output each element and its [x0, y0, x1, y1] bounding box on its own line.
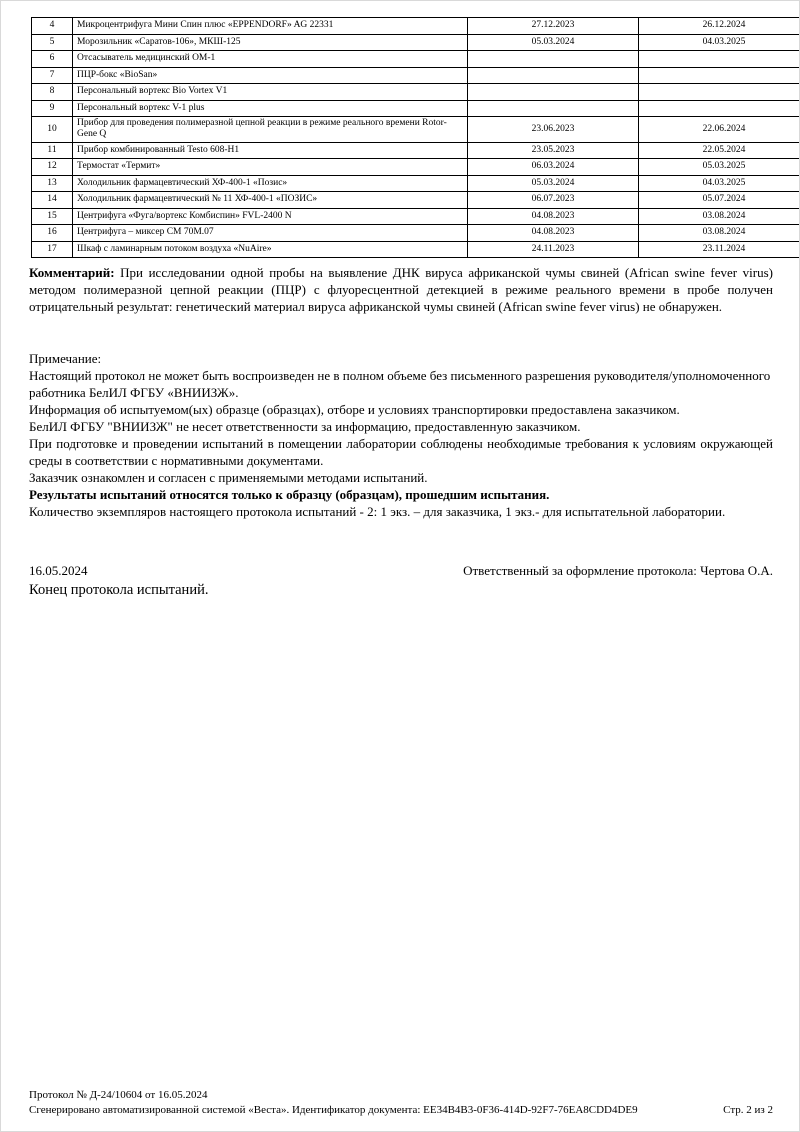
table-row — [32, 142, 800, 159]
cell-date1: 27.12.2023 — [468, 18, 639, 35]
cell-date1: 06.03.2024 — [468, 159, 639, 176]
notes-section — [29, 350, 773, 520]
cell-num: 11 — [32, 142, 73, 159]
table-row — [32, 51, 800, 68]
cell-num: 4 — [32, 18, 73, 35]
cell-date2 — [639, 67, 800, 84]
cell-name: Центрифуга – миксер СМ 70М.07 — [73, 225, 468, 242]
notes-line-responsibility: БелИЛ ФГБУ "ВНИИЗЖ" не несет ответственности за информацию, предоставленную заказчиком. — [29, 419, 581, 434]
table-row — [32, 175, 800, 192]
cell-date1 — [468, 84, 639, 101]
cell-num: 17 — [32, 241, 73, 258]
table-row — [32, 192, 800, 209]
cell-num: 12 — [32, 159, 73, 176]
table-row — [32, 159, 800, 176]
notes-line-results-scope: Результаты испытаний относятся только к образцу (образцам), прошедшим испытания. — [29, 487, 550, 502]
cell-num: 10 — [32, 117, 73, 143]
cell-date1: 05.03.2024 — [468, 34, 639, 51]
table-row — [32, 67, 800, 84]
cell-name: Центрифуга «Фуга/вортекс Комбиспин» FVL-2400 N — [73, 208, 468, 225]
cell-name: ПЦР-бокс «BioSan» — [73, 67, 468, 84]
footer-generated-text: Сгенерировано автоматизированной системой «Веста». Идентификатор документа: EE34B4B3-0F36-414D-92F7-76EA8CDD4DE9 — [29, 1104, 638, 1116]
cell-num: 14 — [32, 192, 73, 209]
notes-line-environment: При подготовке и проведении испытаний в помещении лаборатории соблюдены необходимые требования к условиям окружающей среды в соответствии с нормативными документами. — [29, 436, 773, 468]
footer-page-number: Стр. 2 из 2 — [723, 1104, 773, 1116]
cell-date1 — [468, 67, 639, 84]
table-row — [32, 100, 800, 117]
protocol-date: 16.05.2024 — [29, 563, 88, 578]
cell-num: 7 — [32, 67, 73, 84]
cell-num: 5 — [32, 34, 73, 51]
cell-name: Микроцентрифуга Мини Спин плюс «EPPENDORF» AG 22331 — [73, 18, 468, 35]
cell-name: Шкаф с ламинарным потоком воздуха «NuAire» — [73, 241, 468, 258]
commentary-paragraph — [29, 264, 773, 315]
cell-num: 9 — [32, 100, 73, 117]
cell-date2 — [639, 84, 800, 101]
notes-line-copies: Количество экземпляров настоящего протокола испытаний - 2: 1 экз. – для заказчика, 1 экз.- для испытательной лаборатории. — [29, 504, 726, 519]
cell-date2 — [639, 100, 800, 117]
cell-date2: 05.03.2025 — [639, 159, 800, 176]
footer-protocol-number: Протокол № Д-24/10604 от 16.05.2024 — [29, 1089, 208, 1101]
cell-num: 6 — [32, 51, 73, 68]
cell-num: 8 — [32, 84, 73, 101]
notes-line-customer-agreement: Заказчик ознакомлен и согласен с применяемыми методами испытаний. — [29, 470, 428, 485]
notes-line-reproduction: Настоящий протокол не может быть воспроизведен не в полном объеме без письменного разрешения руководителя/уполномоченного работника БелИЛ ФГБУ «ВНИИЗЖ». — [29, 368, 771, 400]
equipment-table-body — [32, 18, 800, 258]
page-footer — [29, 1088, 773, 1118]
cell-date1: 23.06.2023 — [468, 117, 639, 143]
responsible-person: Ответственный за оформление протокола: Чертова О.А. — [463, 563, 773, 578]
cell-name: Прибор для проведения полимеразной цепной реакции в режиме реального времени Rotor-Gene Q — [73, 117, 468, 143]
table-row — [32, 18, 800, 35]
table-row — [32, 241, 800, 258]
cell-date2: 22.05.2024 — [639, 142, 800, 159]
footer-generated-row — [29, 1103, 773, 1118]
cell-date1: 04.08.2023 — [468, 208, 639, 225]
table-row — [32, 84, 800, 101]
cell-date1: 24.11.2023 — [468, 241, 639, 258]
cell-name: Прибор комбинированный Testo 608-H1 — [73, 142, 468, 159]
cell-name: Персональный вортекс V-1 plus — [73, 100, 468, 117]
cell-date1: 23.05.2023 — [468, 142, 639, 159]
cell-date1: 04.08.2023 — [468, 225, 639, 242]
cell-date1 — [468, 51, 639, 68]
notes-label: Примечание: — [29, 351, 102, 366]
cell-name: Морозильник «Саратов-106», МКШ-125 — [73, 34, 468, 51]
cell-name: Холодильник фармацевтический № 11 ХФ-400-1 «ПОЗИС» — [73, 192, 468, 209]
table-row — [32, 208, 800, 225]
equipment-table — [31, 17, 800, 258]
cell-date2: 26.12.2024 — [639, 18, 800, 35]
table-row — [32, 117, 800, 143]
table-row — [32, 34, 800, 51]
cell-date2: 03.08.2024 — [639, 225, 800, 242]
cell-date2: 04.03.2025 — [639, 175, 800, 192]
cell-date1 — [468, 100, 639, 117]
cell-num: 16 — [32, 225, 73, 242]
cell-date1: 05.03.2024 — [468, 175, 639, 192]
table-row — [32, 225, 800, 242]
commentary-text: При исследовании одной пробы на выявление ДНК вируса африканской чумы свиней (African swine fever virus) методом полимеразной цепной реакции (ПЦР) с флуоресцентной детекцией в режиме реального времени в пробе получен отрицательный результат: генетический материал вируса африканской чумы свиней (African swine fever virus) не обнаружен. — [29, 265, 773, 314]
cell-date2: 03.08.2024 — [639, 208, 800, 225]
notes-line-sample-info: Информация об испытуемом(ых) образце (образцах), отборе и условиях транспортировки предоставлена заказчиком. — [29, 402, 680, 417]
cell-name: Отсасыватель медицинский ОМ-1 — [73, 51, 468, 68]
cell-date1: 06.07.2023 — [468, 192, 639, 209]
cell-date2: 23.11.2024 — [639, 241, 800, 258]
end-of-protocol-line: Конец протокола испытаний. — [29, 582, 209, 598]
cell-date2: 05.07.2024 — [639, 192, 800, 209]
signature-row — [29, 562, 773, 579]
cell-num: 13 — [32, 175, 73, 192]
cell-num: 15 — [32, 208, 73, 225]
cell-date2: 04.03.2025 — [639, 34, 800, 51]
cell-name: Термостат «Термит» — [73, 159, 468, 176]
cell-date2: 22.06.2024 — [639, 117, 800, 143]
commentary-label: Комментарий: — [29, 265, 115, 280]
cell-date2 — [639, 51, 800, 68]
cell-name: Персональный вортекс Bio Vortex V1 — [73, 84, 468, 101]
cell-name: Холодильник фармацевтический ХФ-400-1 «Позис» — [73, 175, 468, 192]
